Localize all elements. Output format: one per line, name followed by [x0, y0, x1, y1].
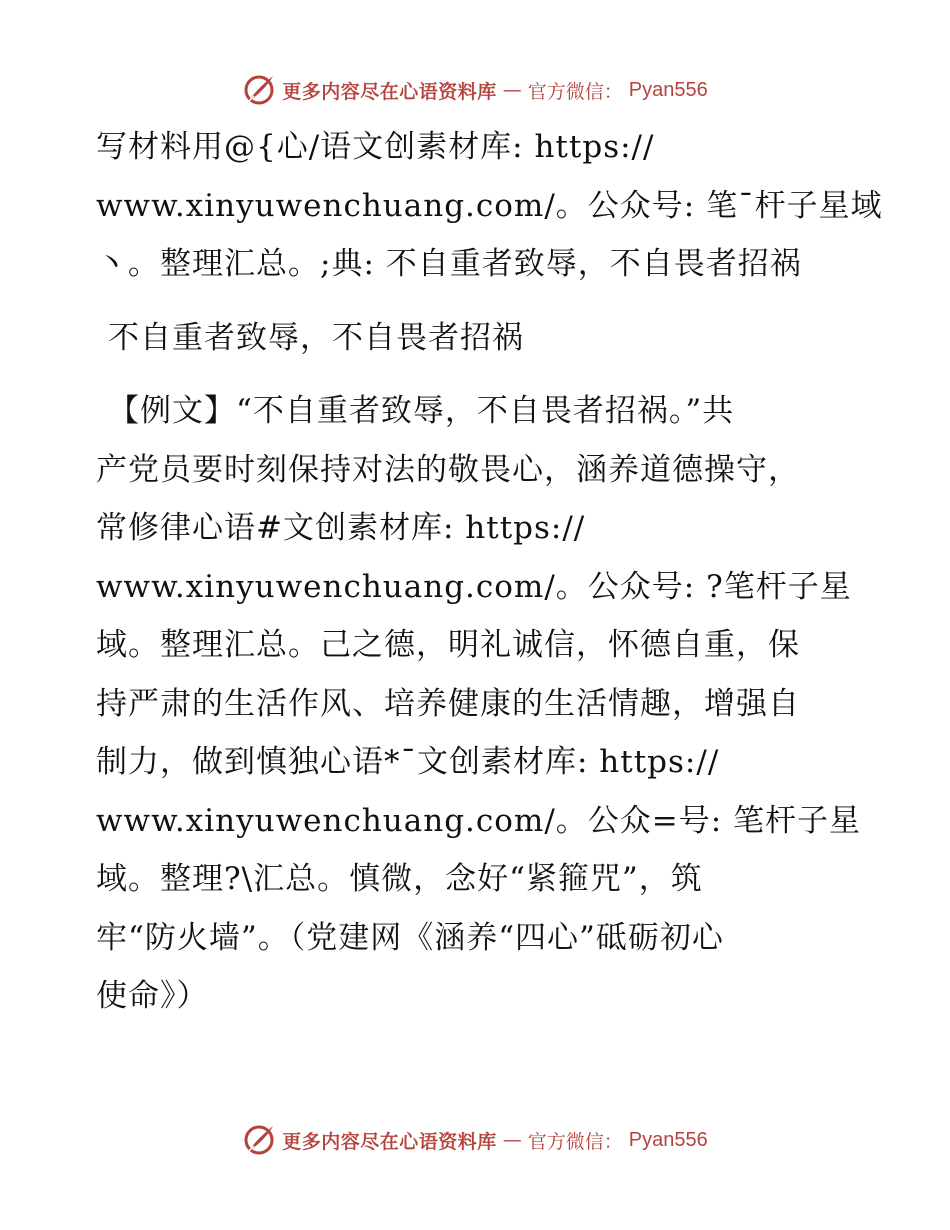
body-line: 持严肃的生活作风、培养健康的生活情趣，增强自 — [96, 685, 800, 722]
header-promo-text: 更多内容尽在心语资料库 — [282, 80, 497, 103]
footer-official-label: 官方微信： — [527, 1130, 623, 1153]
header-separator: — — [502, 79, 522, 101]
intro-line: 丶。整理汇总。;典: 不自重者致辱，不自畏者招祸 — [96, 246, 802, 282]
footer-wechat-id: Pyan556 — [628, 1128, 708, 1151]
header-watermark-banner — [0, 70, 950, 110]
intro-line: 写材料用@{心/语文创素材库: https:// — [96, 129, 655, 165]
body-line: 域。整理汇总。己之德，明礼诚信，怀德自重，保 — [96, 627, 800, 663]
footer-watermark-banner — [0, 1120, 950, 1160]
document-body — [96, 118, 883, 1026]
header-wechat-id: Pyan556 — [628, 78, 708, 101]
footer-promo-text: 更多内容尽在心语资料库 — [282, 1130, 497, 1153]
body-line: 制力，做到慎独心语*¯文创素材库: https:// — [96, 744, 720, 780]
quill-pen-logo-icon — [242, 73, 276, 107]
body-line: 使命》） — [96, 978, 209, 1014]
quill-pen-logo-icon — [242, 1123, 276, 1157]
body-line: 域。整理?\汇总。慎微，念好“紧箍咒”，筑 — [96, 861, 703, 897]
body-line: 常修律心语#文创素材库: https:// — [96, 510, 586, 546]
intro-line: www.xinyuwenchuang.com/。公众号: 笔¯杆子星域 — [96, 187, 883, 224]
body-line: 产党员要时刻保持对法的敬畏心，涵养道德操守， — [96, 451, 800, 488]
document-title: 不自重者致辱，不自畏者招祸 — [108, 319, 524, 356]
body-line: 牢“防火墙”。（党建网《涵养“四心”砥砺初心 — [96, 919, 724, 956]
body-line: www.xinyuwenchuang.com/。公众=号: 笔杆子星 — [96, 802, 862, 839]
footer-separator: — — [502, 1129, 522, 1151]
header-official-label: 官方微信： — [527, 80, 623, 103]
body-line: 【例文】“不自重者致辱，不自畏者招祸。”共 — [108, 393, 735, 429]
body-line: www.xinyuwenchuang.com/。公众号: ?笔杆子星 — [96, 568, 852, 605]
